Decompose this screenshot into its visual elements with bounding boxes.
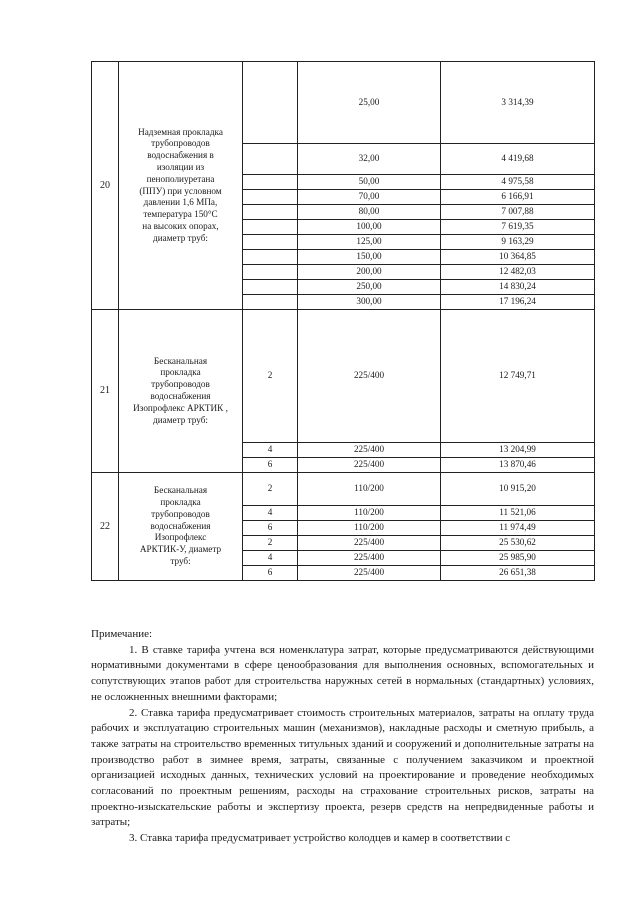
- table-row: [92, 62, 595, 144]
- pipe-count-cell: 2: [243, 310, 298, 443]
- diameter-cell: 100,00: [298, 220, 441, 235]
- price-cell: 13 870,46: [441, 458, 595, 473]
- pipe-count-cell: [243, 235, 298, 250]
- row-number-cell: 20: [92, 62, 119, 310]
- description-cell: [119, 62, 243, 310]
- description-cell: [119, 310, 243, 473]
- diameter-cell: 32,00: [298, 144, 441, 175]
- price-cell: 7 007,88: [441, 205, 595, 220]
- pipe-count-cell: 6: [243, 566, 298, 581]
- pipe-count-cell: 4: [243, 506, 298, 521]
- diameter-cell: 200,00: [298, 265, 441, 280]
- diameter-cell: 225/400: [298, 551, 441, 566]
- pipe-count-cell: [243, 220, 298, 235]
- diameter-cell: 110/200: [298, 506, 441, 521]
- diameter-cell: 225/400: [298, 536, 441, 551]
- description-cell: [119, 473, 243, 581]
- diameter-cell: 250,00: [298, 280, 441, 295]
- price-cell: 25 530,62: [441, 536, 595, 551]
- pipe-count-cell: 4: [243, 443, 298, 458]
- notes-title: Примечание:: [91, 628, 153, 640]
- price-cell: 25 985,90: [441, 551, 595, 566]
- price-cell: 4 975,58: [441, 175, 595, 190]
- pipe-count-cell: [243, 205, 298, 220]
- price-cell: 6 166,91: [441, 190, 595, 205]
- price-cell: 7 619,35: [441, 220, 595, 235]
- tariff-table: [91, 61, 595, 581]
- price-cell: 13 204,99: [441, 443, 595, 458]
- description-text: Бесканальная прокладка трубопроводов водоснабжения Изопрофлекс АРКТИК , диаметр труб:: [133, 355, 228, 425]
- diameter-cell: 70,00: [298, 190, 441, 205]
- price-cell: 12 482,03: [441, 265, 595, 280]
- diameter-cell: 50,00: [298, 175, 441, 190]
- table-row: [92, 310, 595, 443]
- note-item-1: 1. В ставке тарифа учтена вся номенклатура затрат, которые предусматриваются действующими нормативными документами в сфере ценообразования для выполнения основных, вспомогательных и сопутствующих этапов работ для строительства наружных сетей в нормальных (стандартных) условиях, не осложненных внешними факторами;: [91, 643, 594, 703]
- diameter-cell: 150,00: [298, 250, 441, 265]
- description-text: Бесканальная прокладка трубопроводов водоснабжения Изопрофлекс АРКТИК-У, диаметр труб:: [139, 485, 222, 566]
- row-number-cell: 22: [92, 473, 119, 581]
- price-cell: 17 196,24: [441, 295, 595, 310]
- pipe-count-cell: 2: [243, 536, 298, 551]
- price-cell: 4 419,68: [441, 144, 595, 175]
- pipe-count-cell: 4: [243, 551, 298, 566]
- diameter-cell: 300,00: [298, 295, 441, 310]
- price-cell: 11 521,06: [441, 506, 595, 521]
- diameter-cell: 225/400: [298, 566, 441, 581]
- pipe-count-cell: [243, 62, 298, 144]
- description-text: Надземная прокладка трубопроводов водоснабжения в изоляции из пенополиуретана (ППУ) при условном давлении 1,6 МПа, температура 150°С на высоких опорах, диаметр труб:: [138, 126, 223, 243]
- table-row: [92, 473, 595, 506]
- pipe-count-cell: 6: [243, 521, 298, 536]
- diameter-cell: 125,00: [298, 235, 441, 250]
- diameter-cell: 25,00: [298, 62, 441, 144]
- notes-section: [91, 627, 594, 847]
- price-cell: 3 314,39: [441, 62, 595, 144]
- pipe-count-cell: [243, 175, 298, 190]
- note-item-2: 2. Ставка тарифа предусматривает стоимость строительных материалов, затраты на оплату труда рабочих и эксплуатацию строительных машин (механизмов), накладные расходы и сметную прибыль, а также затраты на строительство временных титульных зданий и сооружений и дополнительные затраты на производство работ в зимнее время, затраты, связанные с получением заказчиком и проектной организацией исходных данных, технических условий на проектирование и проведение необходимых согласований по проектным решениям, расходы на страхование строительных рисков, затраты на проектно-изыскательские работы и экспертизу проекта, резерв средств на непредвиденные работы и затраты;: [91, 706, 594, 829]
- diameter-cell: 225/400: [298, 458, 441, 473]
- price-cell: 12 749,71: [441, 310, 595, 443]
- price-cell: 11 974,49: [441, 521, 595, 536]
- pipe-count-cell: [243, 190, 298, 205]
- diameter-cell: 225/400: [298, 310, 441, 443]
- row-number-cell: 21: [92, 310, 119, 473]
- note-item-3: 3. Ставка тарифа предусматривает устройство колодцев и камер в соответствии с: [129, 832, 511, 845]
- price-cell: 26 651,38: [441, 566, 595, 581]
- diameter-cell: 110/200: [298, 521, 441, 536]
- pipe-count-cell: 2: [243, 473, 298, 506]
- pipe-count-cell: [243, 280, 298, 295]
- diameter-cell: 225/400: [298, 443, 441, 458]
- price-cell: 14 830,24: [441, 280, 595, 295]
- price-cell: 10 915,20: [441, 473, 595, 506]
- diameter-cell: 110/200: [298, 473, 441, 506]
- pipe-count-cell: [243, 144, 298, 175]
- price-cell: 9 163,29: [441, 235, 595, 250]
- tariff-table-body: [92, 62, 595, 581]
- pipe-count-cell: [243, 250, 298, 265]
- price-cell: 10 364,85: [441, 250, 595, 265]
- pipe-count-cell: 6: [243, 458, 298, 473]
- pipe-count-cell: [243, 295, 298, 310]
- pipe-count-cell: [243, 265, 298, 280]
- diameter-cell: 80,00: [298, 205, 441, 220]
